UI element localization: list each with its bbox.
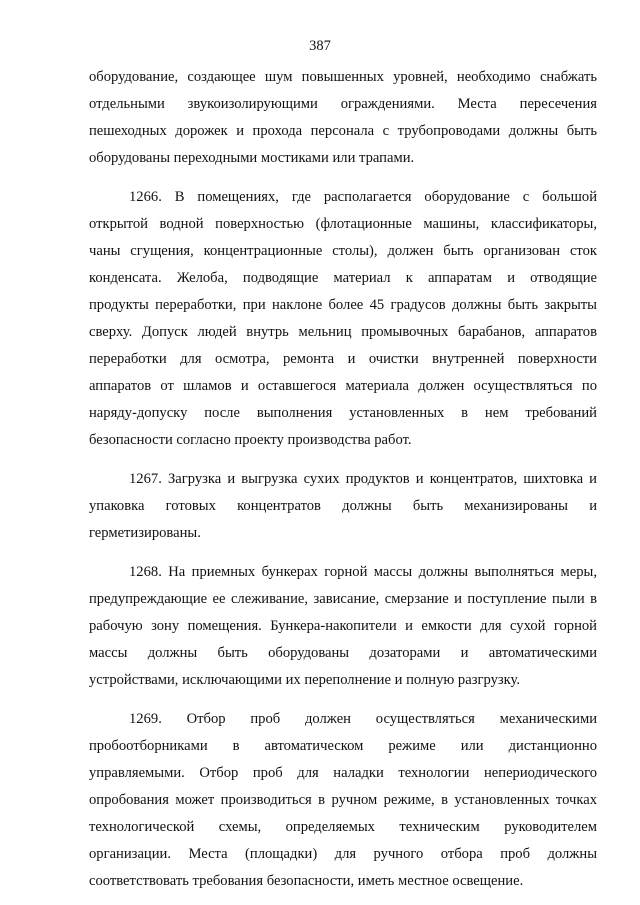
- text-line: открытой водной поверхностью (флотационные машины, классификаторы,: [89, 216, 597, 232]
- text-line: переработки для осмотра, ремонта и очистки внутренней поверхности: [89, 351, 597, 367]
- text-line: пробоотборниками в автоматическом режиме или дистанционно: [89, 738, 597, 754]
- page-body: [89, 64, 597, 895]
- text-line: технологической схемы, определяемых техническим руководителем: [89, 819, 597, 835]
- text-line: конденсата. Желоба, подводящие материал к аппаратам и отводящие: [89, 270, 597, 286]
- text-line: 1268. На приемных бункерах горной массы должны выполняться меры,: [129, 564, 597, 580]
- text-line: безопасности согласно проекту производства работ.: [89, 432, 412, 448]
- paragraph-continuation: [89, 64, 597, 172]
- text-line: оборудованы переходными мостиками или трапами.: [89, 150, 415, 166]
- paragraph-1266: [89, 184, 597, 454]
- text-line: 1267. Загрузка и выгрузка сухих продуктов и концентратов, шихтовка и: [129, 471, 597, 487]
- text-line: опробования может производиться в ручном режиме, в установленных точках: [89, 792, 597, 808]
- page-number: 387: [309, 38, 331, 54]
- text-line: пешеходных дорожек и прохода персонала с трубопроводами должны быть: [89, 123, 597, 139]
- text-line: чаны сгущения, концентрационные столы), должен быть организован сток: [89, 243, 597, 259]
- text-line: герметизированы.: [89, 525, 201, 541]
- text-line: рабочую зону помещения. Бункера-накопители и емкости для сухой горной: [89, 618, 597, 634]
- paragraph-1269: [89, 706, 597, 895]
- text-line: продукты переработки, при наклоне более 45 градусов должны быть закрыты: [89, 297, 597, 313]
- text-line: сверху. Допуск людей внутрь мельниц промывочных барабанов, аппаратов: [89, 324, 597, 340]
- text-line: устройствами, исключающими их переполнение и полную разгрузку.: [89, 672, 520, 688]
- text-line: оборудование, создающее шум повышенных уровней, необходимо снабжать: [89, 69, 597, 85]
- text-line: 1266. В помещениях, где располагается оборудование с большой: [129, 189, 597, 205]
- text-line: упаковка готовых концентратов должны быть механизированы и: [89, 498, 597, 514]
- text-line: управляемыми. Отбор проб для наладки технологии непериодического: [89, 765, 597, 781]
- text-line: наряду-допуску после выполнения установленных в нем требований: [89, 405, 597, 421]
- text-line: аппаратов от шламов и оставшегося материала должен осуществляться по: [89, 378, 597, 394]
- paragraph-1268: [89, 559, 597, 694]
- text-line: соответствовать требования безопасности, иметь местное освещение.: [89, 873, 524, 889]
- text-line: организации. Места (площадки) для ручного отбора проб должны: [89, 846, 597, 862]
- text-line: предупреждающие ее слеживание, зависание, смерзание и поступление пыли в: [89, 591, 597, 607]
- text-line: массы должны быть оборудованы дозаторами и автоматическими: [89, 645, 597, 661]
- text-line: отдельными звукоизолирующими ограждениями. Места пересечения: [89, 96, 597, 112]
- text-line: 1269. Отбор проб должен осуществляться механическими: [129, 711, 597, 727]
- paragraph-1267: [89, 466, 597, 547]
